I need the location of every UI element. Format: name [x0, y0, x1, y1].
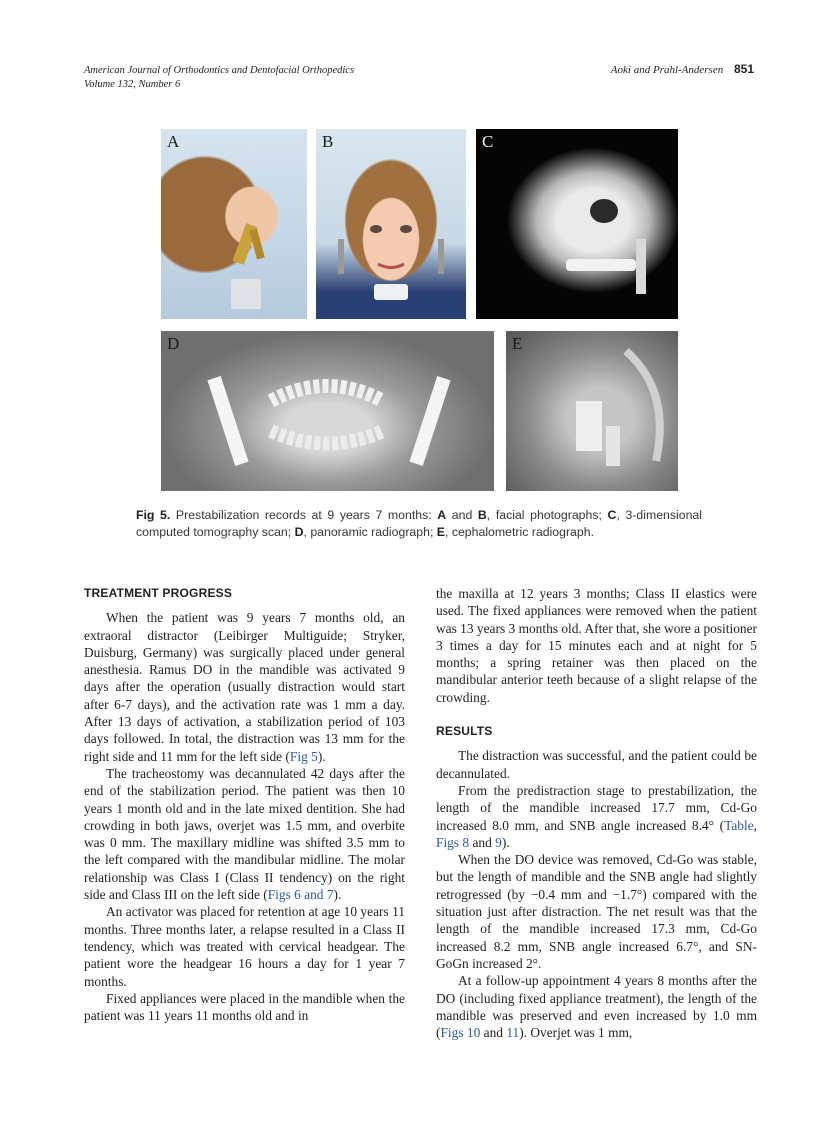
- figure-reference-link[interactable]: Figs 8: [436, 834, 470, 850]
- panel-label: D: [167, 334, 180, 353]
- figure-panel-a-profile-photo: [161, 129, 307, 319]
- figure-panel-c-ct-scan: [476, 129, 678, 319]
- paragraph: An activator was placed for retention at age 10 years 11 months. Three months later, a relapse resulted in a Class II tendency, which was treated with cervical headgear. The patient wore the headgear 16 hours a day for 1 year 7 months.: [84, 904, 405, 989]
- paragraph: The distraction was successful, and the patient could be decannulated.: [436, 748, 757, 781]
- ct-skull-illustration: [476, 129, 678, 319]
- figure-reference-link[interactable]: Fig 5: [289, 748, 318, 764]
- section-heading-treatment-progress: TREATMENT PROGRESS: [84, 586, 233, 600]
- journal-title: American Journal of Orthodontics and Dentofacial Orthopedics: [84, 65, 355, 76]
- section-heading-results: RESULTS: [436, 724, 493, 739]
- panel-label: B: [322, 132, 334, 151]
- profile-photo-illustration: [161, 129, 307, 319]
- paragraph: Fixed appliances were placed in the mandible when the patient was 11 years 11 months old and in: [84, 990, 405, 1024]
- figure-reference-link[interactable]: Figs 10: [440, 1025, 481, 1041]
- right-column: [436, 585, 757, 1041]
- paragraph: the maxilla at 12 years 3 months; Class II elastics were used. The fixed appliances were removed when the patient was 13 years 3 months old. After that, she wore a positioner 3 times a day for 15 minutes each and at night for 5 months; a spring retainer was then placed on the mandibular anterior teeth because of a slight relapse of the crowding.: [436, 586, 757, 705]
- figure-panel-d-panoramic-radiograph: [161, 331, 494, 491]
- frontal-photo-illustration: [316, 129, 466, 319]
- running-authors: Aoki and Prahl-Andersen: [610, 64, 724, 76]
- paragraph: At a follow-up appointment 4 years 8 months after the DO (including fixed appliance treatment), the length of the mandible was preserved and even increased by 1.0 mm (Figs 10 and 11). Overjet was 1 mm,: [436, 973, 757, 1041]
- running-header-journal: [84, 64, 354, 92]
- page-number: 851: [733, 62, 754, 76]
- paragraph: When the patient was 9 years 7 months old, an extraoral distractor (Leibirger Multiguide; Stryker, Duisburg, Germany) was surgically placed under general anesthesia. Ramus DO in the mandible was activated 9 days after the operation (usually distraction would start after 6-7 days), and the activation rate was 1 mm a day. After 13 days of activation, a stabilization period of 103 days followed. In total, the distraction was 13 mm for the right side and 11 mm for the left side (Fig 5).: [84, 610, 405, 764]
- panel-label: C: [482, 132, 494, 151]
- panel-label: A: [167, 132, 180, 151]
- paragraph: From the predistraction stage to prestabilization, the length of the mandible increased 17.7 mm, Cd-Go increased 8.0 mm, and SNB angle increased 8.4° (Table, Figs 8 and 9).: [436, 782, 757, 850]
- figure-reference-link[interactable]: Figs 6 and 7: [267, 887, 334, 903]
- figure-caption: Fig 5. Prestabilization records at 9 years 7 months: A and B, facial photographs; C, 3-dimensional computed tomography scan; D, panoramic radiograph; E, cephalometric radiograph.: [136, 508, 702, 539]
- paragraph: The tracheostomy was decannulated 42 days after the end of the stabilization period. The patient was then 10 years 1 month old and in the late mixed dentition. She had crowding in both jaws, overjet was 1.5 mm, and overbite was 0 mm. The maxillary midline was shifted 3.5 mm to the left compared with the mandibular midline. The molar relationship was Class I (Class II tendency) on the right side and Class III on the left side (Figs 6 and 7).: [84, 765, 405, 903]
- cephalometric-xray-illustration: [506, 331, 678, 491]
- journal-volume: Volume 132, Number 6: [84, 79, 181, 90]
- table-reference-link[interactable]: Table: [724, 817, 754, 833]
- panel-label: E: [512, 334, 523, 353]
- panoramic-xray-illustration: [161, 331, 494, 491]
- paragraph: When the DO device was removed, Cd-Go was stable, but the length of mandible and the SNB angle had slightly retrogressed (by −0.4 mm and −1.7°) compared with the situation just after distraction. The net result was that the length of the mandible increased 17.3 mm, Cd-Go increased 8.2 mm, SNB angle increased 6.7°, and SN-GoGn increased 2°.: [436, 852, 757, 971]
- figure-reference-link[interactable]: 11: [506, 1025, 520, 1041]
- figure-panel-b-frontal-photo: [316, 129, 466, 319]
- figure-panel-e-cephalometric-radiograph: [506, 331, 678, 491]
- figure-reference-link[interactable]: 9: [495, 834, 502, 850]
- left-column: [84, 585, 405, 1024]
- figure-label: Fig 5.: [136, 508, 171, 522]
- running-header-right: [611, 62, 754, 76]
